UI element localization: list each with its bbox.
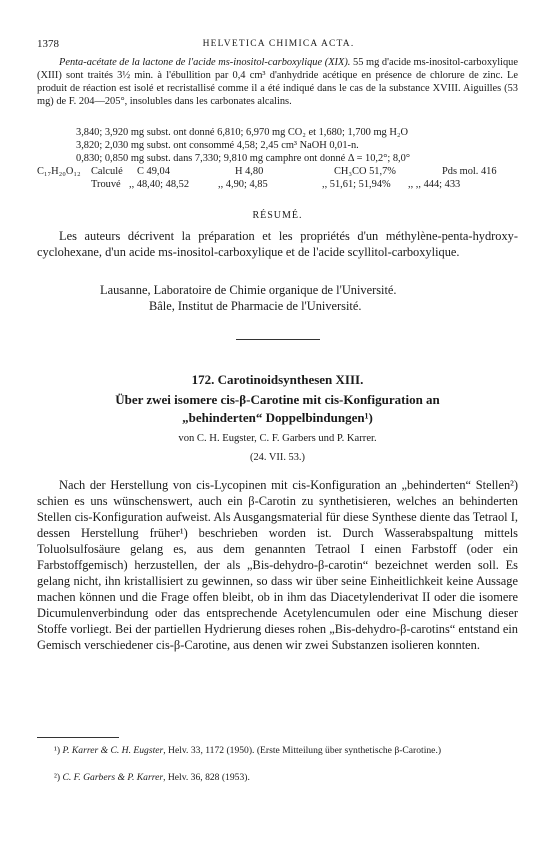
calc-mol: Pds mol. 416 bbox=[442, 166, 497, 177]
calc-h: H 4,80 bbox=[235, 166, 264, 177]
calc-label: Calculé bbox=[91, 166, 123, 177]
footnote-2-text: , Helv. 36, 828 (1953). bbox=[163, 772, 250, 783]
found-row bbox=[37, 178, 518, 191]
footnote-2 bbox=[37, 772, 518, 785]
found-label: Trouvé bbox=[91, 179, 121, 190]
running-header bbox=[37, 38, 520, 52]
page-number: 1378 bbox=[37, 38, 59, 50]
article-title-line3: „behinderten“ Doppelbindungen¹) bbox=[182, 410, 373, 425]
compound-title: Penta-acétate de la lactone de l'acide ms-inositol-carboxylique bbox=[59, 57, 323, 68]
found-h: ,, 4,90; 4,85 bbox=[218, 179, 268, 190]
calc-c: C 49,04 bbox=[137, 166, 170, 177]
experimental-text: ms-inositol-carboxylique (XIII) sont traités 3½ min. à l'ébullition par 0,4 cm³ d'anhydride acétique en présence de chlorure de zinc. Le produit de réaction est isolé et recristallisé comme il a été indiqué dans le cas de la substance XVIII. Aiguilles (53 mg) de F. 204—205°, insolubles dans les carbonates alcalins. bbox=[37, 57, 518, 107]
footnote-1-mark: ¹) bbox=[54, 745, 61, 756]
footnote-1-authors: P. Karrer & C. H. Eugster bbox=[62, 745, 164, 756]
found-mol: ,, ,, 444; 433 bbox=[408, 179, 461, 190]
compound-ref: (XIX). bbox=[324, 57, 351, 68]
resume-heading: RÉSUMÉ. bbox=[252, 210, 303, 221]
footnote-1-text: , Helv. 33, 1172 (1950). (Erste Mitteilung über synthetische β-Carotine.) bbox=[163, 745, 442, 756]
article-date: (24. VII. 53.) bbox=[250, 452, 305, 463]
footnote-2-authors: C. F. Garbers & P. Karrer bbox=[62, 772, 164, 783]
section-divider bbox=[236, 339, 320, 340]
footnote-2-mark: ²) bbox=[54, 772, 61, 783]
formula: C₁₇H₂₀O₁₂ bbox=[37, 166, 81, 177]
analysis-line-3: 0,830; 0,850 mg subst. dans 7,330; 9,810 mg camphre ont donné Δ = 10,2°; 8,0° bbox=[76, 153, 410, 164]
resume-text: Les auteurs décrivent la préparation et les propriétés d'un méthylène-penta-hydroxy-cyclohexane, d'un acide ms-inositol-carboxylique et de l'acide scyllitol-carboxylique. bbox=[37, 229, 518, 259]
analysis-line-1: 3,840; 3,920 mg subst. ont donné 6,810; 6,970 mg CO₂ et 1,680; 1,700 mg H₂O bbox=[76, 127, 408, 138]
calc-row bbox=[37, 165, 518, 178]
affiliation-bale: Bâle, Institut de Pharmacie de l'Université. bbox=[149, 299, 362, 313]
analysis-line-2: 3,820; 2,030 mg subst. ont consommé 4,58; 2,45 cm³ NaOH 0,01-n. bbox=[76, 140, 359, 151]
experimental-text-start: 55 mg d'acide bbox=[350, 57, 411, 68]
experimental-paragraph bbox=[37, 56, 518, 108]
article-body: Nach der Herstellung von cis-Lycopinen mit cis-Konfiguration an „behinderten“ Stellen²) schien es uns wünschenswert, auch ein β-Carotin zu synthetisieren, welches an behinderten Stellen cis-Konfiguration aufweist. Als Ausgangsmaterial für diese Synthese diente das Tetraol I, dessen Herstellung früher¹) beschrieben worden ist. Durch Wasserabspaltung mittels Toluolsulfosäure gelang es, aus dem genannten Tetraol I einen Farbstoff (oder ein Farbstoffgemisch) herzustellen, der als „Bis-dehydro-β-carotin“ bezeichnet werden soll. Es gelang nicht, ihn kristallisiert zu gewinnen, so dass wir über seine Einheitlichkeit keine Aussage machen können und die Frage offen bleibt, ob in ihm das Diacetylenderivat II oder die isomere Dicumulenverbindung oder das entsprechende Acetylencumulen oder eine Mischung dieser Stoffe vorliegt. Bei der partiellen Hydrierung dieses rohen „Bis-dehydro-β-carotins“ entstand ein Gemisch verschiedener cis-β-Carotine, aus denen wir zwei Substanzen isolieren konnten. bbox=[37, 478, 518, 652]
footnote-divider bbox=[37, 737, 119, 738]
affiliation-lausanne: Lausanne, Laboratoire de Chimie organique de l'Université. bbox=[100, 283, 397, 297]
article-title-line2: Über zwei isomere cis-β-Carotine mit cis-Konfiguration an bbox=[115, 392, 440, 407]
calc-ch3co: CH₃CO 51,7% bbox=[334, 166, 396, 177]
article-number-title: 172. Carotinoidsynthesen XIII. bbox=[191, 372, 364, 387]
found-c: ,, 48,40; 48,52 bbox=[129, 179, 190, 190]
journal-title: HELVETICA CHIMICA ACTA. bbox=[202, 39, 355, 49]
article-authors: von C. H. Eugster, C. F. Garbers und P. Karrer. bbox=[178, 433, 377, 444]
found-ch3co: ,, 51,61; 51,94% bbox=[322, 179, 391, 190]
footnote-1 bbox=[37, 745, 518, 758]
